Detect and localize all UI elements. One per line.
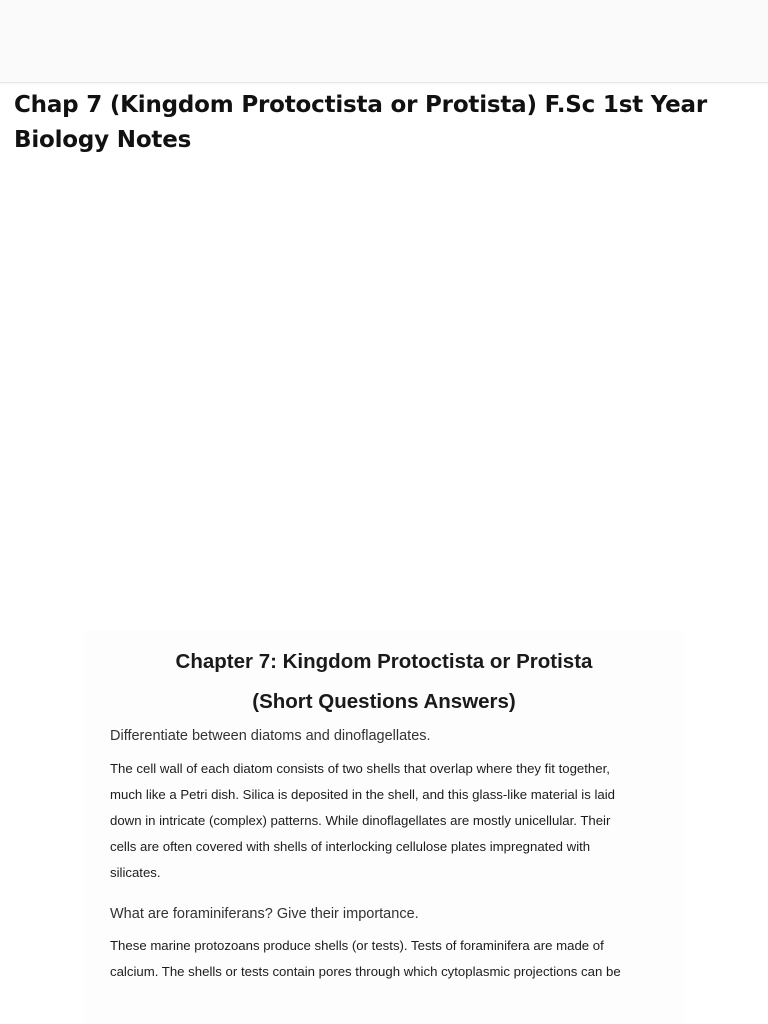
answer-line: down in intricate (complex) patterns. While dinoflagellates are mostly unicellular. Their — [110, 813, 611, 828]
answer-text — [110, 756, 670, 886]
page-title: Chap 7 (Kingdom Protoctista or Protista) F.Sc 1st Year Biology Notes — [14, 92, 708, 153]
question-heading: Differentiate between diatoms and dinoflagellates. — [110, 728, 431, 744]
chapter-subheading: (Short Questions Answers) — [252, 690, 516, 713]
answer-line: calcium. The shells or tests contain pores through which cytoplasmic projections can be — [110, 964, 621, 979]
answer-line: cells are often covered with shells of interlocking cellulose plates impregnated with — [110, 839, 591, 854]
answer-line: These marine protozoans produce shells (or tests). Tests of foraminifera are made of — [110, 938, 604, 953]
answer-line: The cell wall of each diatom consists of two shells that overlap where they fit together, — [110, 761, 610, 776]
answer-line: silicates. — [110, 865, 161, 880]
question-heading: What are foraminiferans? Give their importance. — [110, 906, 419, 922]
chapter-heading: Chapter 7: Kingdom Protoctista or Protista — [175, 650, 593, 673]
answer-line: much like a Petri dish. Silica is deposited in the shell, and this glass-like material is laid — [110, 787, 616, 802]
top-bar — [0, 0, 768, 83]
answer-text — [110, 933, 670, 985]
